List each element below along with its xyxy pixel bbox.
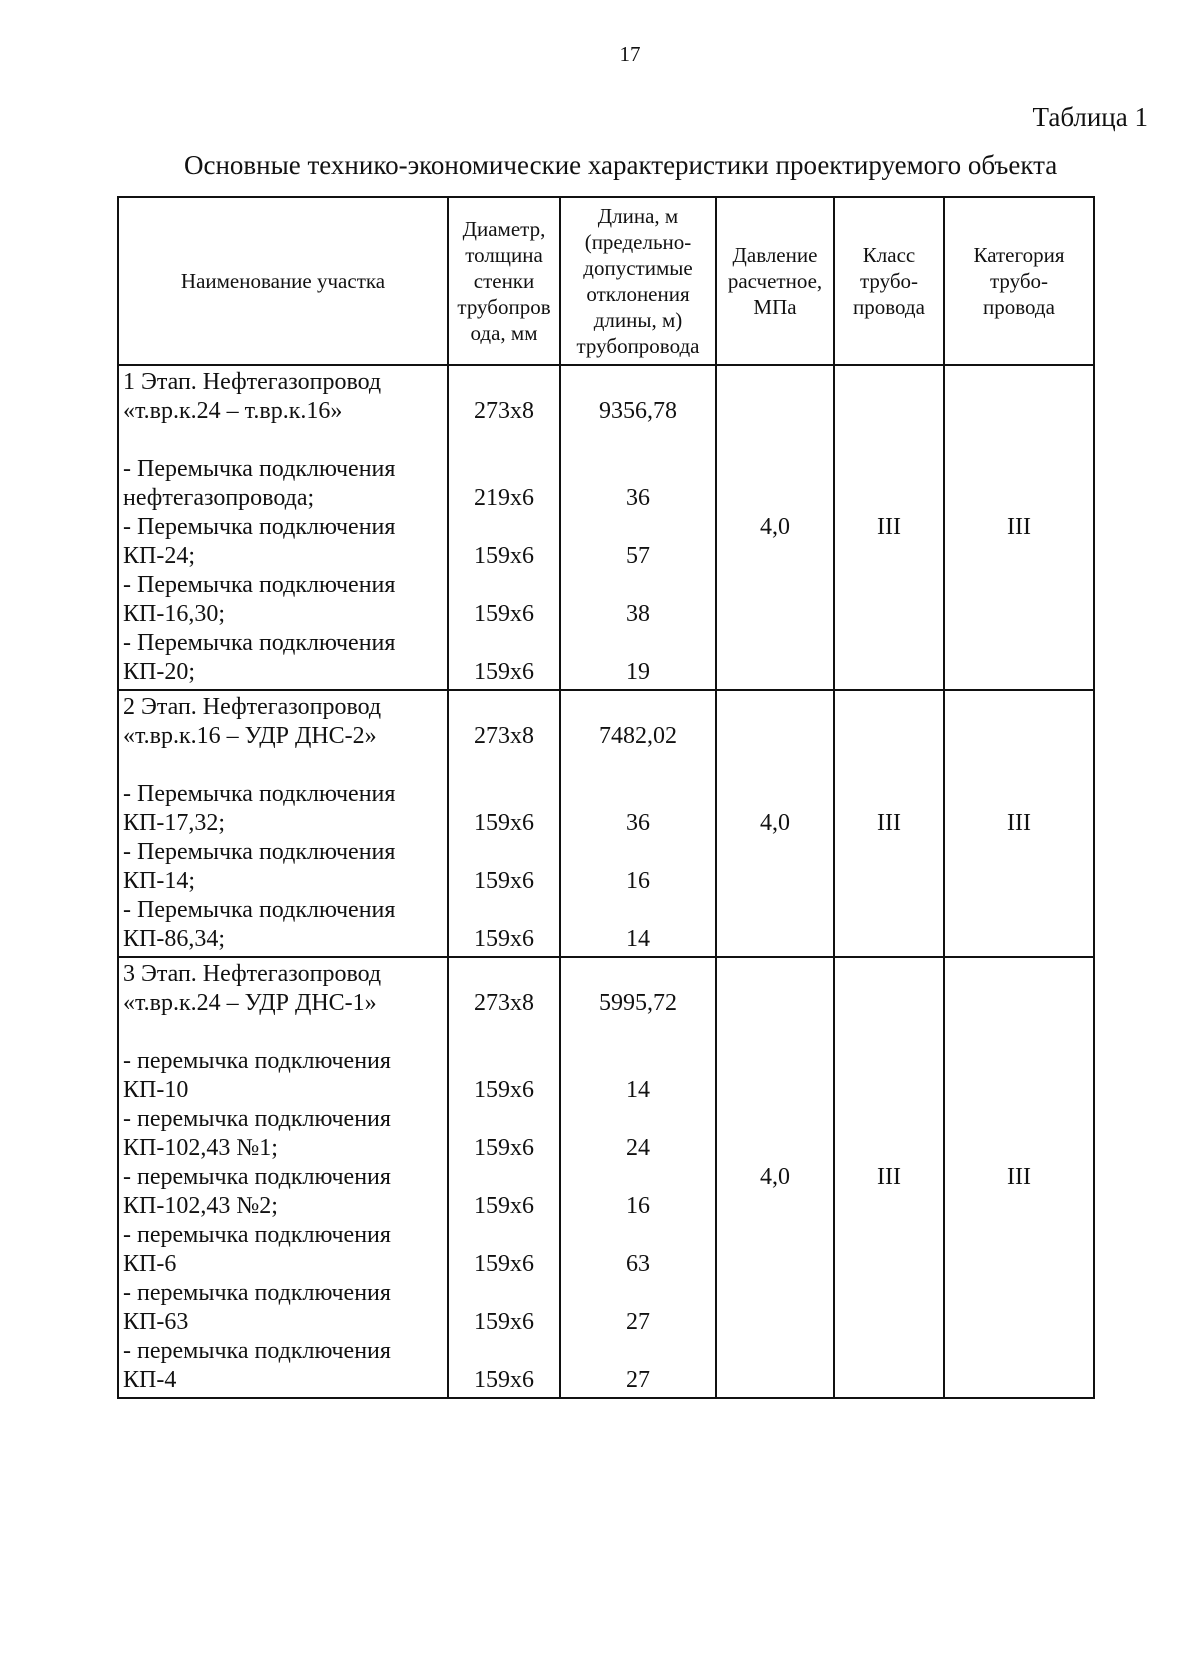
diameter [448, 365, 560, 690]
diameter-line [453, 513, 555, 542]
column-header-line: трубо- [859, 269, 919, 293]
diameter-line: 273х8 [474, 398, 534, 424]
column-header-line: расчетное, [727, 269, 823, 293]
section-name-line: КП-20; [123, 659, 195, 685]
length-line [565, 513, 711, 542]
section-name-line [123, 426, 443, 455]
section-name-line: - Перемычка подключения [123, 781, 396, 807]
diameter-line: 159х6 [474, 1077, 534, 1103]
length-line [565, 1018, 711, 1047]
design-pressure: 4,0 [716, 365, 834, 690]
column-header-line: Класс [862, 243, 916, 267]
length [560, 690, 716, 957]
section-name [118, 690, 448, 957]
diameter-line [453, 780, 555, 809]
section-name-line: - перемычка подключения [123, 1048, 391, 1074]
design-pressure: 4,0 [716, 690, 834, 957]
length-line: 27 [626, 1309, 650, 1335]
diameter-line [453, 455, 555, 484]
column-header-line: Наименование участка [180, 269, 386, 293]
diameter-line: 159х6 [474, 1367, 534, 1393]
page-number: 17 [619, 42, 641, 66]
design-pressure: 4,0 [716, 957, 834, 1398]
diameter-line [453, 1018, 555, 1047]
column-header-line: Давление [732, 243, 818, 267]
length-line: 27 [626, 1367, 650, 1393]
diameter-line [453, 571, 555, 600]
diameter-line [453, 1047, 555, 1076]
document-title: Основные технико-экономические характеристики проектируемого объекта [184, 150, 1058, 180]
diameter-line: 273х8 [474, 723, 534, 749]
length-line [565, 426, 711, 455]
length-line: 5995,72 [599, 990, 677, 1016]
section-name-line: «т.вр.к.24 – УДР ДНС-1» [123, 990, 377, 1016]
table-row [118, 365, 1094, 690]
diameter-line [453, 1163, 555, 1192]
section-name-line: «т.вр.к.16 – УДР ДНС-2» [123, 723, 377, 749]
length-line [565, 629, 711, 658]
length-line [565, 368, 711, 397]
diameter-line [453, 368, 555, 397]
diameter-line [453, 838, 555, 867]
column-header-line: длины, м) [593, 308, 683, 332]
column-header-line: провода [983, 295, 1055, 319]
diameter-line [453, 896, 555, 925]
section-name-line: - Перемычка подключения [123, 514, 396, 540]
column-header-line: Диаметр, [462, 217, 546, 241]
length-line [565, 1047, 711, 1076]
pipeline-category: III [944, 365, 1094, 690]
section-name-line: 2 Этап. Нефтегазопровод [123, 694, 382, 720]
diameter-line [453, 426, 555, 455]
length-line: 14 [626, 926, 650, 952]
column-header [118, 197, 448, 365]
section-name-line: КП-4 [123, 1367, 177, 1393]
length-line: 14 [626, 1077, 650, 1103]
column-header-line: стенки [473, 269, 535, 293]
diameter [448, 957, 560, 1398]
length-line: 57 [626, 543, 650, 569]
characteristics-table [117, 196, 1095, 1399]
diameter-line: 159х6 [474, 868, 534, 894]
column-header [448, 197, 560, 365]
pipeline-class: III [834, 690, 944, 957]
length-line [565, 1279, 711, 1308]
column-header-line: трубо- [989, 269, 1049, 293]
length-line: 63 [626, 1251, 650, 1277]
section-name [118, 365, 448, 690]
section-name-line: КП-102,43 №2; [123, 1193, 278, 1219]
length [560, 365, 716, 690]
length-line [565, 1105, 711, 1134]
diameter-line: 159х6 [474, 601, 534, 627]
section-name-line: КП-86,34; [123, 926, 225, 952]
length-line [565, 571, 711, 600]
diameter-line [453, 1279, 555, 1308]
section-name-line: - Перемычка подключения [123, 839, 396, 865]
section-name-line [123, 1018, 443, 1047]
diameter-line [453, 1105, 555, 1134]
length-line [565, 751, 711, 780]
section-name-line: нефтегазопровода; [123, 485, 315, 511]
length-line: 16 [626, 868, 650, 894]
length-line [565, 960, 711, 989]
pipeline-class: III [834, 365, 944, 690]
length-line: 38 [626, 601, 650, 627]
diameter-line [453, 693, 555, 722]
diameter-line: 273х8 [474, 990, 534, 1016]
length-line [565, 1221, 711, 1250]
section-name-line: - перемычка подключения [123, 1222, 391, 1248]
column-header-line: Длина, м [597, 204, 679, 228]
length-line [565, 693, 711, 722]
length [560, 957, 716, 1398]
diameter-line: 159х6 [474, 1251, 534, 1277]
column-header [944, 197, 1094, 365]
column-header-line: трубопровода [576, 334, 700, 358]
length-line [565, 455, 711, 484]
section-name-line: КП-16,30; [123, 601, 225, 627]
diameter-line [453, 1337, 555, 1366]
section-name-line: 1 Этап. Нефтегазопровод [123, 369, 382, 395]
length-line [565, 1163, 711, 1192]
diameter-line: 159х6 [474, 543, 534, 569]
section-name-line: - перемычка подключения [123, 1106, 391, 1132]
diameter-line: 219х6 [474, 485, 534, 511]
section-name-line: КП-24; [123, 543, 195, 569]
length-line [565, 780, 711, 809]
column-header [560, 197, 716, 365]
column-header-line: МПа [753, 295, 797, 319]
section-name-line: КП-17,32; [123, 810, 225, 836]
table-label: Таблица 1 [1032, 102, 1148, 132]
length-line: 16 [626, 1193, 650, 1219]
diameter-line [453, 629, 555, 658]
column-header-line: провода [853, 295, 925, 319]
length-line [565, 896, 711, 925]
diameter-line: 159х6 [474, 1193, 534, 1219]
column-header [834, 197, 944, 365]
column-header-line: (предельно- [584, 230, 692, 254]
section-name-line: КП-6 [123, 1251, 177, 1277]
length-line [565, 838, 711, 867]
length-line: 24 [626, 1135, 650, 1161]
diameter-line [453, 751, 555, 780]
section-name-line: - Перемычка подключения [123, 630, 396, 656]
length-line: 36 [626, 810, 650, 836]
diameter-line: 159х6 [474, 810, 534, 836]
diameter-line [453, 960, 555, 989]
section-name-line: «т.вр.к.24 – т.вр.к.16» [123, 398, 343, 424]
column-header-line: ода, мм [470, 321, 538, 345]
section-name-line: - перемычка подключения [123, 1338, 391, 1364]
section-name-line: - перемычка подключения [123, 1280, 391, 1306]
section-name-line: - Перемычка подключения [123, 897, 396, 923]
section-name-line: - Перемычка подключения [123, 456, 396, 482]
diameter-line: 159х6 [474, 926, 534, 952]
pipeline-class: III [834, 957, 944, 1398]
table-row [118, 690, 1094, 957]
column-header-line: допустимые [583, 256, 693, 280]
pipeline-category: III [944, 957, 1094, 1398]
diameter-line [453, 1221, 555, 1250]
section-name-line: КП-102,43 №1; [123, 1135, 278, 1161]
section-name-line: КП-63 [123, 1309, 189, 1335]
section-name-line: - перемычка подключения [123, 1164, 391, 1190]
diameter [448, 690, 560, 957]
length-line: 9356,78 [599, 398, 677, 424]
section-name-line: - Перемычка подключения [123, 572, 396, 598]
length-line [565, 1337, 711, 1366]
section-name [118, 957, 448, 1398]
length-line: 19 [626, 659, 650, 685]
diameter-line: 159х6 [474, 1309, 534, 1335]
column-header [716, 197, 834, 365]
length-line: 36 [626, 485, 650, 511]
column-header-line: толщина [465, 243, 543, 267]
section-name-line: КП-14; [123, 868, 195, 894]
section-name-line: 3 Этап. Нефтегазопровод [123, 961, 382, 987]
column-header-line: Категория [973, 243, 1065, 267]
table-row [118, 957, 1094, 1398]
diameter-line: 159х6 [474, 659, 534, 685]
column-header-line: отклонения [586, 282, 690, 306]
pipeline-category: III [944, 690, 1094, 957]
length-line: 7482,02 [599, 723, 677, 749]
section-name-line [123, 751, 443, 780]
diameter-line: 159х6 [474, 1135, 534, 1161]
table-header-row [118, 197, 1094, 365]
section-name-line: КП-10 [123, 1077, 189, 1103]
column-header-line: трубопров [457, 295, 551, 319]
